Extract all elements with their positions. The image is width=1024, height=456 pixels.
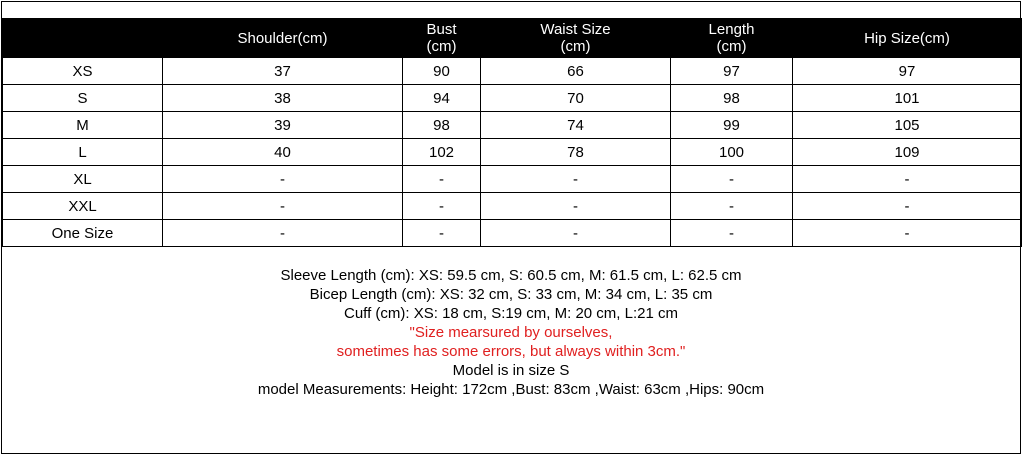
cell-waist: 78: [481, 139, 671, 166]
cell-waist: 74: [481, 112, 671, 139]
cell-length: 98: [671, 85, 793, 112]
disclaimer-line-1: "Size mearsured by ourselves,: [409, 324, 613, 341]
disclaimer-line-2: sometimes has some errors, but always within 3cm.": [336, 343, 686, 360]
cell-bust: -: [403, 193, 481, 220]
cell-shoulder: 38: [163, 85, 403, 112]
cell-length: 100: [671, 139, 793, 166]
cell-shoulder: 37: [163, 58, 403, 85]
cell-hip: 105: [793, 112, 1022, 139]
table-row: [3, 139, 1022, 166]
cell-size: XS: [3, 58, 163, 85]
header-waist: Waist Size (cm): [481, 19, 671, 58]
cell-size: One Size: [3, 220, 163, 247]
model-measurements-note: model Measurements: Height: 172cm ,Bust: 83cm ,Waist: 63cm ,Hips: 90cm: [257, 381, 765, 398]
cell-hip: 97: [793, 58, 1022, 85]
cell-waist: 70: [481, 85, 671, 112]
cell-bust: -: [403, 220, 481, 247]
cuff-note: Cuff (cm): XS: 18 cm, S:19 cm, M: 20 cm, L:21 cm: [344, 305, 678, 322]
header-shoulder: Shoulder(cm): [163, 19, 403, 58]
cell-waist: -: [481, 166, 671, 193]
header-hip: Hip Size(cm): [793, 19, 1022, 58]
measurement-notes: [0, 266, 1022, 399]
cell-hip: -: [793, 220, 1022, 247]
cell-bust: 94: [403, 85, 481, 112]
header-length: Length (cm): [671, 19, 793, 58]
cell-length: 97: [671, 58, 793, 85]
cell-shoulder: -: [163, 193, 403, 220]
model-size-note: Model is in size S: [452, 362, 570, 379]
cell-length: 99: [671, 112, 793, 139]
table-body: [3, 58, 1022, 247]
cell-shoulder: 39: [163, 112, 403, 139]
cell-size: L: [3, 139, 163, 166]
cell-size: S: [3, 85, 163, 112]
table-row: [3, 58, 1022, 85]
sleeve-length-note: Sleeve Length (cm): XS: 59.5 cm, S: 60.5 cm, M: 61.5 cm, L: 62.5 cm: [280, 267, 742, 284]
cell-bust: 98: [403, 112, 481, 139]
table-header-row: [3, 19, 1022, 58]
cell-length: -: [671, 220, 793, 247]
cell-bust: 102: [403, 139, 481, 166]
table-row: [3, 166, 1022, 193]
cell-waist: -: [481, 220, 671, 247]
cell-length: -: [671, 193, 793, 220]
cell-size: XL: [3, 166, 163, 193]
cell-waist: 66: [481, 58, 671, 85]
table-row: [3, 193, 1022, 220]
cell-waist: -: [481, 193, 671, 220]
cell-shoulder: -: [163, 166, 403, 193]
cell-bust: -: [403, 166, 481, 193]
size-chart-table: [2, 18, 1022, 247]
cell-hip: 101: [793, 85, 1022, 112]
header-size: [3, 19, 163, 58]
table-row: [3, 112, 1022, 139]
cell-hip: 109: [793, 139, 1022, 166]
table-row: [3, 220, 1022, 247]
cell-bust: 90: [403, 58, 481, 85]
bicep-length-note: Bicep Length (cm): XS: 32 cm, S: 33 cm, M: 34 cm, L: 35 cm: [309, 286, 713, 303]
cell-hip: -: [793, 166, 1022, 193]
table-row: [3, 85, 1022, 112]
cell-shoulder: 40: [163, 139, 403, 166]
cell-size: XXL: [3, 193, 163, 220]
cell-size: M: [3, 112, 163, 139]
cell-hip: -: [793, 193, 1022, 220]
header-bust: Bust (cm): [403, 19, 481, 58]
cell-shoulder: -: [163, 220, 403, 247]
cell-length: -: [671, 166, 793, 193]
